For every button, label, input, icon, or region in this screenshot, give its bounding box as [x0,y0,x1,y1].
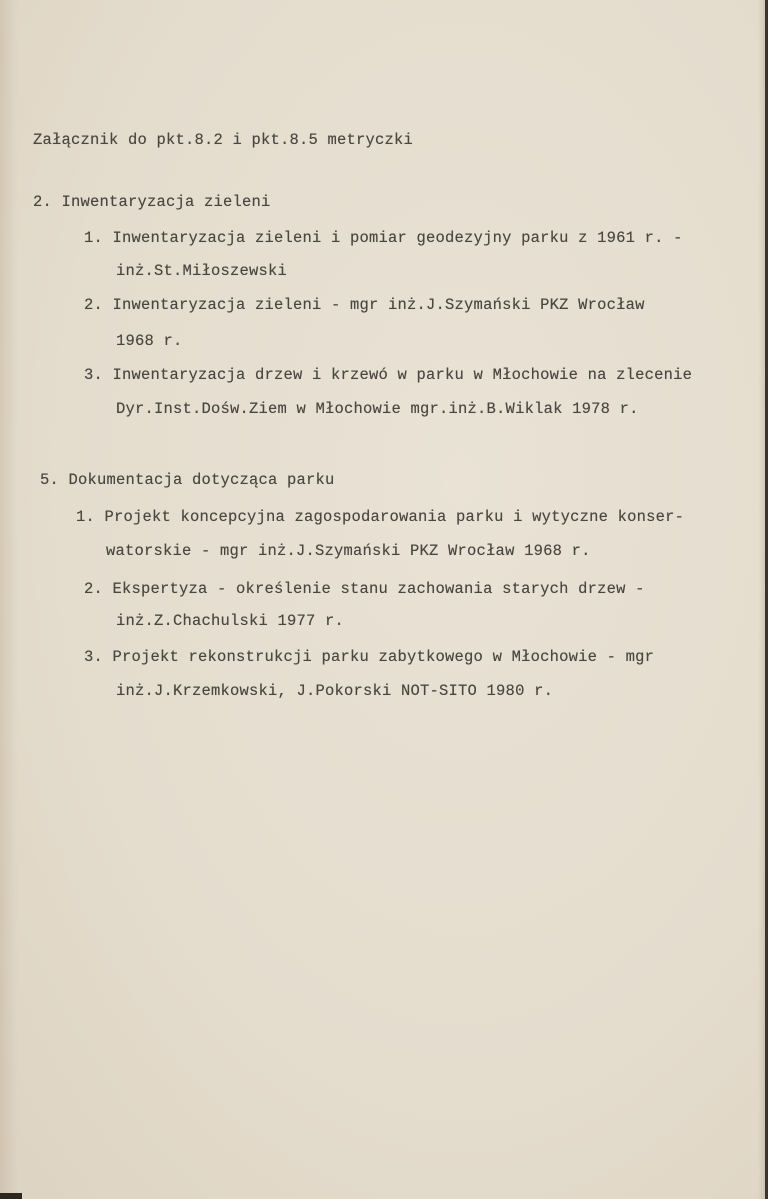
inventory-item-1-line-1: 1. Inwentaryzacja zieleni i pomiar geodezyjny parku z 1961 r. - [84,229,683,247]
inventory-item-2-line-1: 2. Inwentaryzacja zieleni - mgr inż.J.Szymański PKZ Wrocław [84,296,645,314]
document-title: Załącznik do pkt.8.2 i pkt.8.5 metryczki [33,131,414,149]
documentation-item-3-line-2: inż.J.Krzemkowski, J.Pokorski NOT-SITO 1980 r. [116,682,554,700]
section-heading-documentation: 5. Dokumentacja dotycząca parku [40,471,335,489]
inventory-item-3-line-2: Dyr.Inst.Dośw.Ziem w Młochowie mgr.inż.B.Wiklak 1978 r. [116,400,639,418]
inventory-item-1-line-2: inż.St.Miłoszewski [116,262,288,280]
inventory-item-3-line-1: 3. Inwentaryzacja drzew i krzewó w parku w Młochowie na zlecenie [84,366,693,384]
section-heading-inventory: 2. Inwentaryzacja zieleni [33,193,271,211]
documentation-item-2-line-2: inż.Z.Chachulski 1977 r. [116,612,345,630]
page-corner-shadow [0,1193,22,1199]
inventory-item-2-line-2: 1968 r. [116,332,183,350]
documentation-item-2-line-1: 2. Ekspertyza - określenie stanu zachowania starych drzew - [84,580,645,598]
documentation-item-1-line-2: watorskie - mgr inż.J.Szymański PKZ Wrocław 1968 r. [106,542,591,560]
documentation-item-3-line-1: 3. Projekt rekonstrukcji parku zabytkowego w Młochowie - mgr [84,648,655,666]
documentation-item-1-line-1: 1. Projekt koncepcyjna zagospodarowania parku i wytyczne konser- [76,508,685,526]
